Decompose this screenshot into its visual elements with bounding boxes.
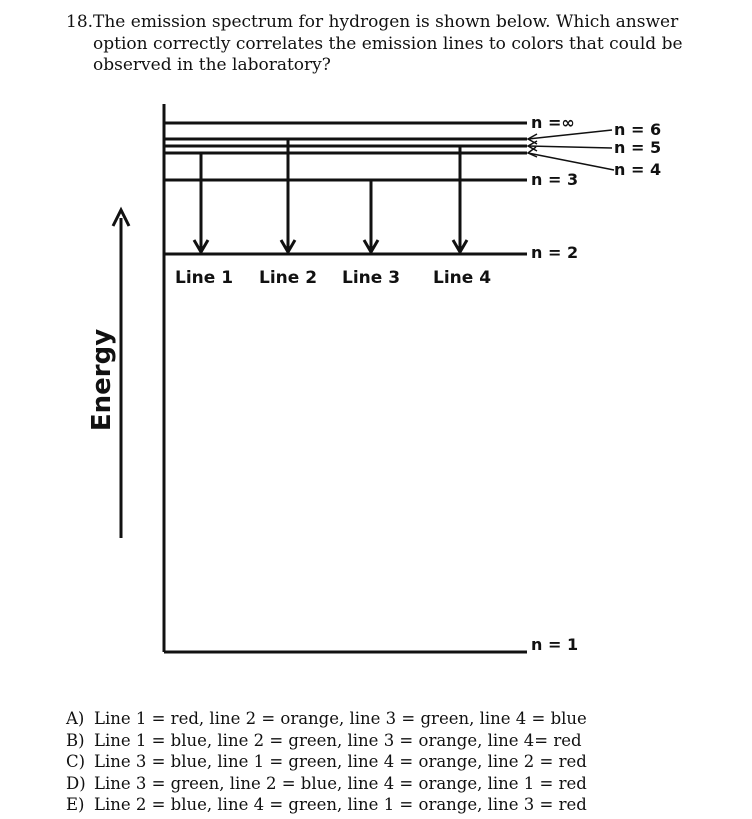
option-e[interactable]: [66, 794, 726, 816]
option-d[interactable]: [66, 773, 726, 795]
option-letter: D): [66, 773, 86, 793]
label-n-infinity: n =∞: [531, 113, 575, 132]
transition-arrow-line-3: [364, 180, 378, 252]
option-text: Line 1 = blue, line 2 = green, line 3 = orange, line 4= red: [94, 730, 582, 750]
energy-axis-label: Energy: [87, 328, 117, 432]
option-c[interactable]: [66, 751, 726, 773]
label-n5: n = 5: [614, 138, 662, 157]
label-n6: n = 6: [614, 120, 662, 139]
label-line-2: Line 2: [259, 268, 318, 288]
option-a[interactable]: [66, 708, 726, 730]
label-line-3: Line 3: [342, 268, 401, 288]
option-letter: A): [66, 709, 85, 728]
question-number: 18.: [66, 12, 94, 32]
transition-arrow-line-1: [194, 153, 208, 252]
option-text: Line 3 = green, line 2 = blue, line 4 = orange, line 1 = red: [94, 773, 587, 793]
answer-options: [66, 708, 726, 816]
label-n3: n = 3: [531, 170, 579, 189]
option-letter: E): [66, 795, 85, 815]
label-n4: n = 4: [614, 160, 662, 179]
label-n2: n = 2: [531, 243, 579, 262]
option-text: Line 2 = blue, line 4 = green, line 1 = orange, line 3 = red: [94, 795, 587, 815]
transition-arrow-line-4: [453, 146, 467, 252]
option-text: Line 3 = blue, line 1 = green, line 4 = orange, line 2 = red: [94, 752, 587, 772]
label-line-4: Line 4: [433, 268, 492, 288]
level-label-leaders: [528, 130, 614, 170]
question-body: The emission spectrum for hydrogen is shown below. Which answer option correctly correlates the emission lines to colors that could be observed in the laboratory?: [93, 12, 683, 75]
label-line-1: Line 1: [175, 268, 234, 288]
option-b[interactable]: [66, 730, 726, 752]
option-letter: C): [66, 752, 86, 772]
transition-arrow-line-2: [281, 139, 295, 252]
option-text: Line 1 = red, line 2 = orange, line 3 = green, line 4 = blue: [94, 709, 587, 728]
option-letter: B): [66, 730, 85, 750]
label-n1: n = 1: [531, 635, 579, 654]
